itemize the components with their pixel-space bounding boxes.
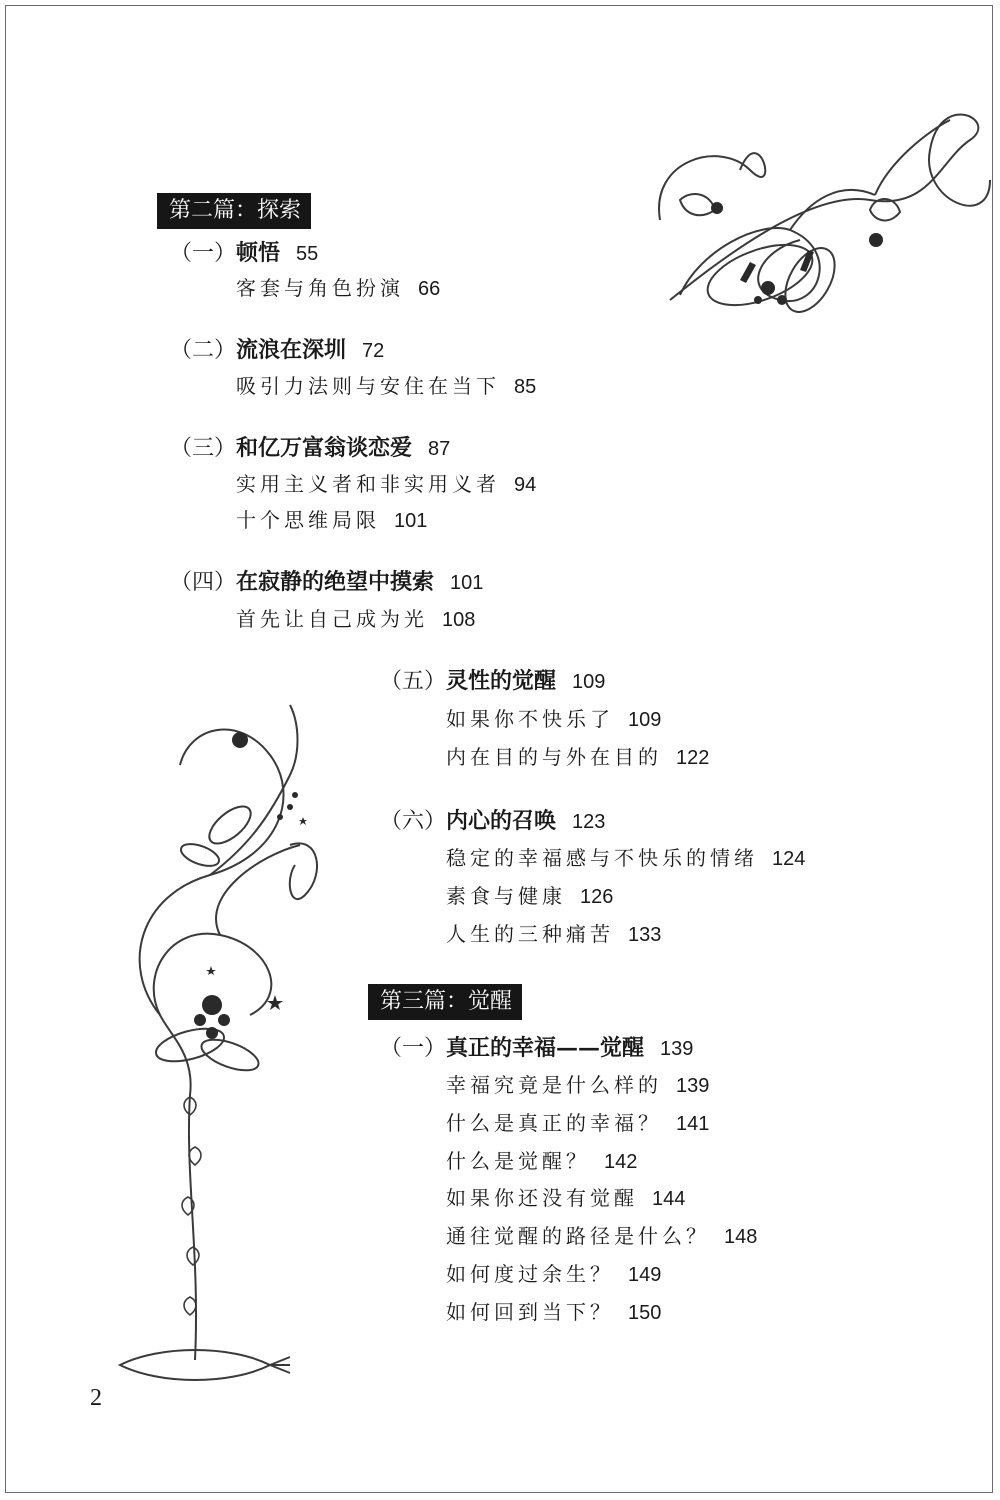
toc-chapter[interactable] — [170, 567, 483, 597]
page-number: 55 — [296, 243, 319, 265]
floral-vine-left — [100, 695, 350, 1395]
toc-chapter[interactable] — [170, 335, 384, 365]
toc-section[interactable] — [446, 1146, 637, 1176]
part-header-awakening: 第三篇：觉醒 — [368, 984, 522, 1020]
page-number: 139 — [676, 1075, 710, 1097]
toc-chapter[interactable] — [170, 433, 450, 463]
page-number: 126 — [580, 886, 614, 908]
toc-section[interactable] — [446, 919, 661, 949]
toc-section[interactable] — [446, 1108, 709, 1138]
page-number: 148 — [724, 1226, 758, 1248]
section-title: 实用主义者和非实用义者 — [236, 472, 500, 496]
section-title: 什么是觉醒？ — [446, 1149, 590, 1173]
chapter-number: （一） — [380, 1036, 447, 1061]
page-number: 122 — [676, 747, 710, 769]
section-title: 素食与健康 — [446, 884, 566, 908]
toc-section[interactable] — [446, 742, 709, 772]
chapter-title: 顿悟 — [236, 240, 281, 266]
toc-section[interactable] — [236, 273, 440, 303]
section-title: 如果你不快乐了 — [446, 707, 614, 731]
section-title: 幸福究竟是什么样的 — [446, 1073, 662, 1097]
page-number: 142 — [604, 1151, 638, 1173]
chapter-number: （四） — [170, 570, 237, 595]
toc-section[interactable] — [236, 371, 536, 401]
toc-section[interactable] — [446, 843, 805, 873]
page-number: 72 — [362, 340, 385, 362]
chapter-title: 真正的幸福——觉醒 — [446, 1035, 645, 1061]
toc-chapter[interactable] — [380, 806, 605, 836]
section-title: 客套与角色扮演 — [236, 276, 404, 300]
chapter-number: （三） — [170, 436, 237, 461]
chapter-number: （五） — [380, 669, 447, 694]
page-number: 94 — [514, 474, 537, 496]
toc-chapter[interactable] — [380, 666, 605, 696]
page-number: 109 — [628, 709, 662, 731]
toc-section[interactable] — [446, 1183, 685, 1213]
page-number: 150 — [628, 1302, 662, 1324]
chapter-title: 内心的召唤 — [446, 808, 557, 834]
page-number: 139 — [660, 1038, 694, 1060]
section-title: 内在目的与外在目的 — [446, 745, 662, 769]
toc-section[interactable] — [446, 1259, 661, 1289]
section-title: 吸引力法则与安住在当下 — [236, 374, 500, 398]
page-number: 124 — [772, 848, 806, 870]
page-number: 101 — [394, 510, 428, 532]
chapter-title: 灵性的觉醒 — [446, 668, 557, 694]
toc-section[interactable] — [446, 1297, 661, 1327]
chapter-title: 和亿万富翁谈恋爱 — [236, 435, 413, 461]
toc-section[interactable] — [236, 505, 427, 535]
toc-section[interactable] — [236, 469, 536, 499]
section-title: 如何回到当下？ — [446, 1300, 614, 1324]
page-folio-number: 2 — [90, 1385, 102, 1411]
chapter-title: 流浪在深圳 — [236, 337, 347, 363]
toc-section[interactable] — [446, 1070, 709, 1100]
section-title: 如何度过余生？ — [446, 1262, 614, 1286]
page-number: 87 — [428, 438, 451, 460]
page-number: 141 — [676, 1113, 710, 1135]
section-title: 人生的三种痛苦 — [446, 922, 614, 946]
section-title: 什么是真正的幸福？ — [446, 1111, 662, 1135]
toc-section[interactable] — [446, 881, 613, 911]
page-number: 133 — [628, 924, 662, 946]
page-number: 109 — [572, 671, 606, 693]
toc-section[interactable] — [236, 604, 475, 634]
chapter-number: （六） — [380, 809, 447, 834]
section-title: 如果你还没有觉醒 — [446, 1186, 638, 1210]
toc-chapter[interactable] — [170, 238, 318, 268]
section-title: 稳定的幸福感与不快乐的情绪 — [446, 846, 758, 870]
part-header-explore: 第二篇：探索 — [157, 193, 311, 229]
section-title: 通往觉醒的路径是什么？ — [446, 1224, 710, 1248]
page-number: 66 — [418, 278, 441, 300]
chapter-number: （二） — [170, 338, 237, 363]
page-number: 123 — [572, 811, 606, 833]
toc-section[interactable] — [446, 1221, 757, 1251]
chapter-number: （一） — [170, 241, 237, 266]
page-number: 101 — [450, 572, 484, 594]
section-title: 十个思维局限 — [236, 508, 380, 532]
toc-section[interactable] — [446, 704, 661, 734]
page-number: 149 — [628, 1264, 662, 1286]
page-number: 144 — [652, 1188, 686, 1210]
page-number: 85 — [514, 376, 537, 398]
page-number: 108 — [442, 609, 476, 631]
section-title: 首先让自己成为光 — [236, 607, 428, 631]
floral-flourish-top-right — [640, 100, 996, 335]
chapter-title: 在寂静的绝望中摸索 — [236, 569, 435, 595]
toc-chapter[interactable] — [380, 1033, 693, 1063]
